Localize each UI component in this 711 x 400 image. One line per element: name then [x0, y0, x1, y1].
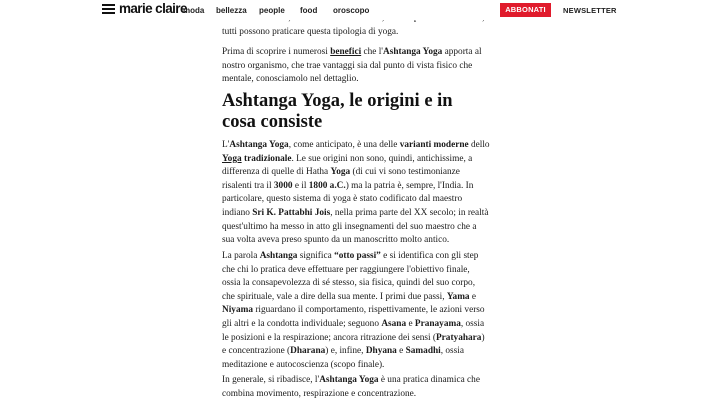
site-header: [0, 0, 711, 20]
nav-item-moda[interactable]: moda: [183, 6, 205, 15]
nav-item-people[interactable]: people: [259, 6, 285, 15]
newsletter-link[interactable]: NEWSLETTER: [563, 6, 617, 15]
paragraph-conclusione: In generale, si ribadisce, l'Ashtanga Yoga è una pratica dinamica che combina movimento, respirazione e concentrazione.: [222, 375, 480, 399]
benefici-link[interactable]: benefici: [330, 47, 362, 57]
nav-item-food[interactable]: food: [300, 6, 318, 15]
section-heading: Ashtanga Yoga, le origini e in cosa consiste: [222, 91, 453, 132]
paragraph-otto-passi: La parola Ashtanga significa “otto passi” e si identifica con gli step che chi lo pratica deve effettuare per raggiungere l'obiettivo finale, ossia la consapevolezza di sé stesso, sia fisica, quindi del suo corpo, che spirituale, vale a dire della sua mente. I primi due passi, Yama e Niyama riguardano il comportamento, rispettivamente, le azioni verso gli altri e la condotta individuale; seguono Asana e Pranayama, ossia le posizioni e la respirazione; ancora ritrazione dei sensi (Pratyahara) e concentrazione (Dharana) e, infine, Dhyana e Samadhi, ossia meditazione e autocoscienza (scopo finale).: [222, 251, 485, 370]
yoga-link[interactable]: Yoga: [222, 153, 242, 164]
subscribe-button[interactable]: ABBONATI: [500, 3, 551, 17]
nav-item-bellezza[interactable]: bellezza: [216, 6, 247, 15]
hamburger-menu-icon[interactable]: [102, 4, 115, 14]
nav-item-oroscopo[interactable]: oroscopo: [333, 6, 370, 15]
paragraph-origini: L'Ashtanga Yoga, come anticipato, è una delle varianti moderne dello Yoga tradizionale. Le sue origini non sono, quindi, antichissime, a differenza di quelle di Hatha Yoga (di cui vi sono testimonianze risalenti tra il 3000 e il 1800 a.C.) ma la patria è, sempre, l'India. In particolare, questo sistema di yoga è stato codificato dal maestro indiano Sri K. Pattabhi Jois, nella prima parte del XX secolo; in realtà quest'ultimo ha messo in atto gli insegnamenti del suo maestro che a sua volta aveva preso spunto da un manoscritto molto antico.: [222, 140, 490, 246]
site-logo[interactable]: marie claire: [119, 1, 187, 16]
paragraph-benefici: Prima di scoprire i numerosi benefici che l'Ashtanga Yoga apporta al nostro organismo, che trae vantaggi sia dal punto di vista fisico che mentale, conosciamolo nel dettaglio.: [222, 47, 482, 85]
intro-line: tutti possono praticare questa tipologia di yoga.: [222, 26, 399, 37]
